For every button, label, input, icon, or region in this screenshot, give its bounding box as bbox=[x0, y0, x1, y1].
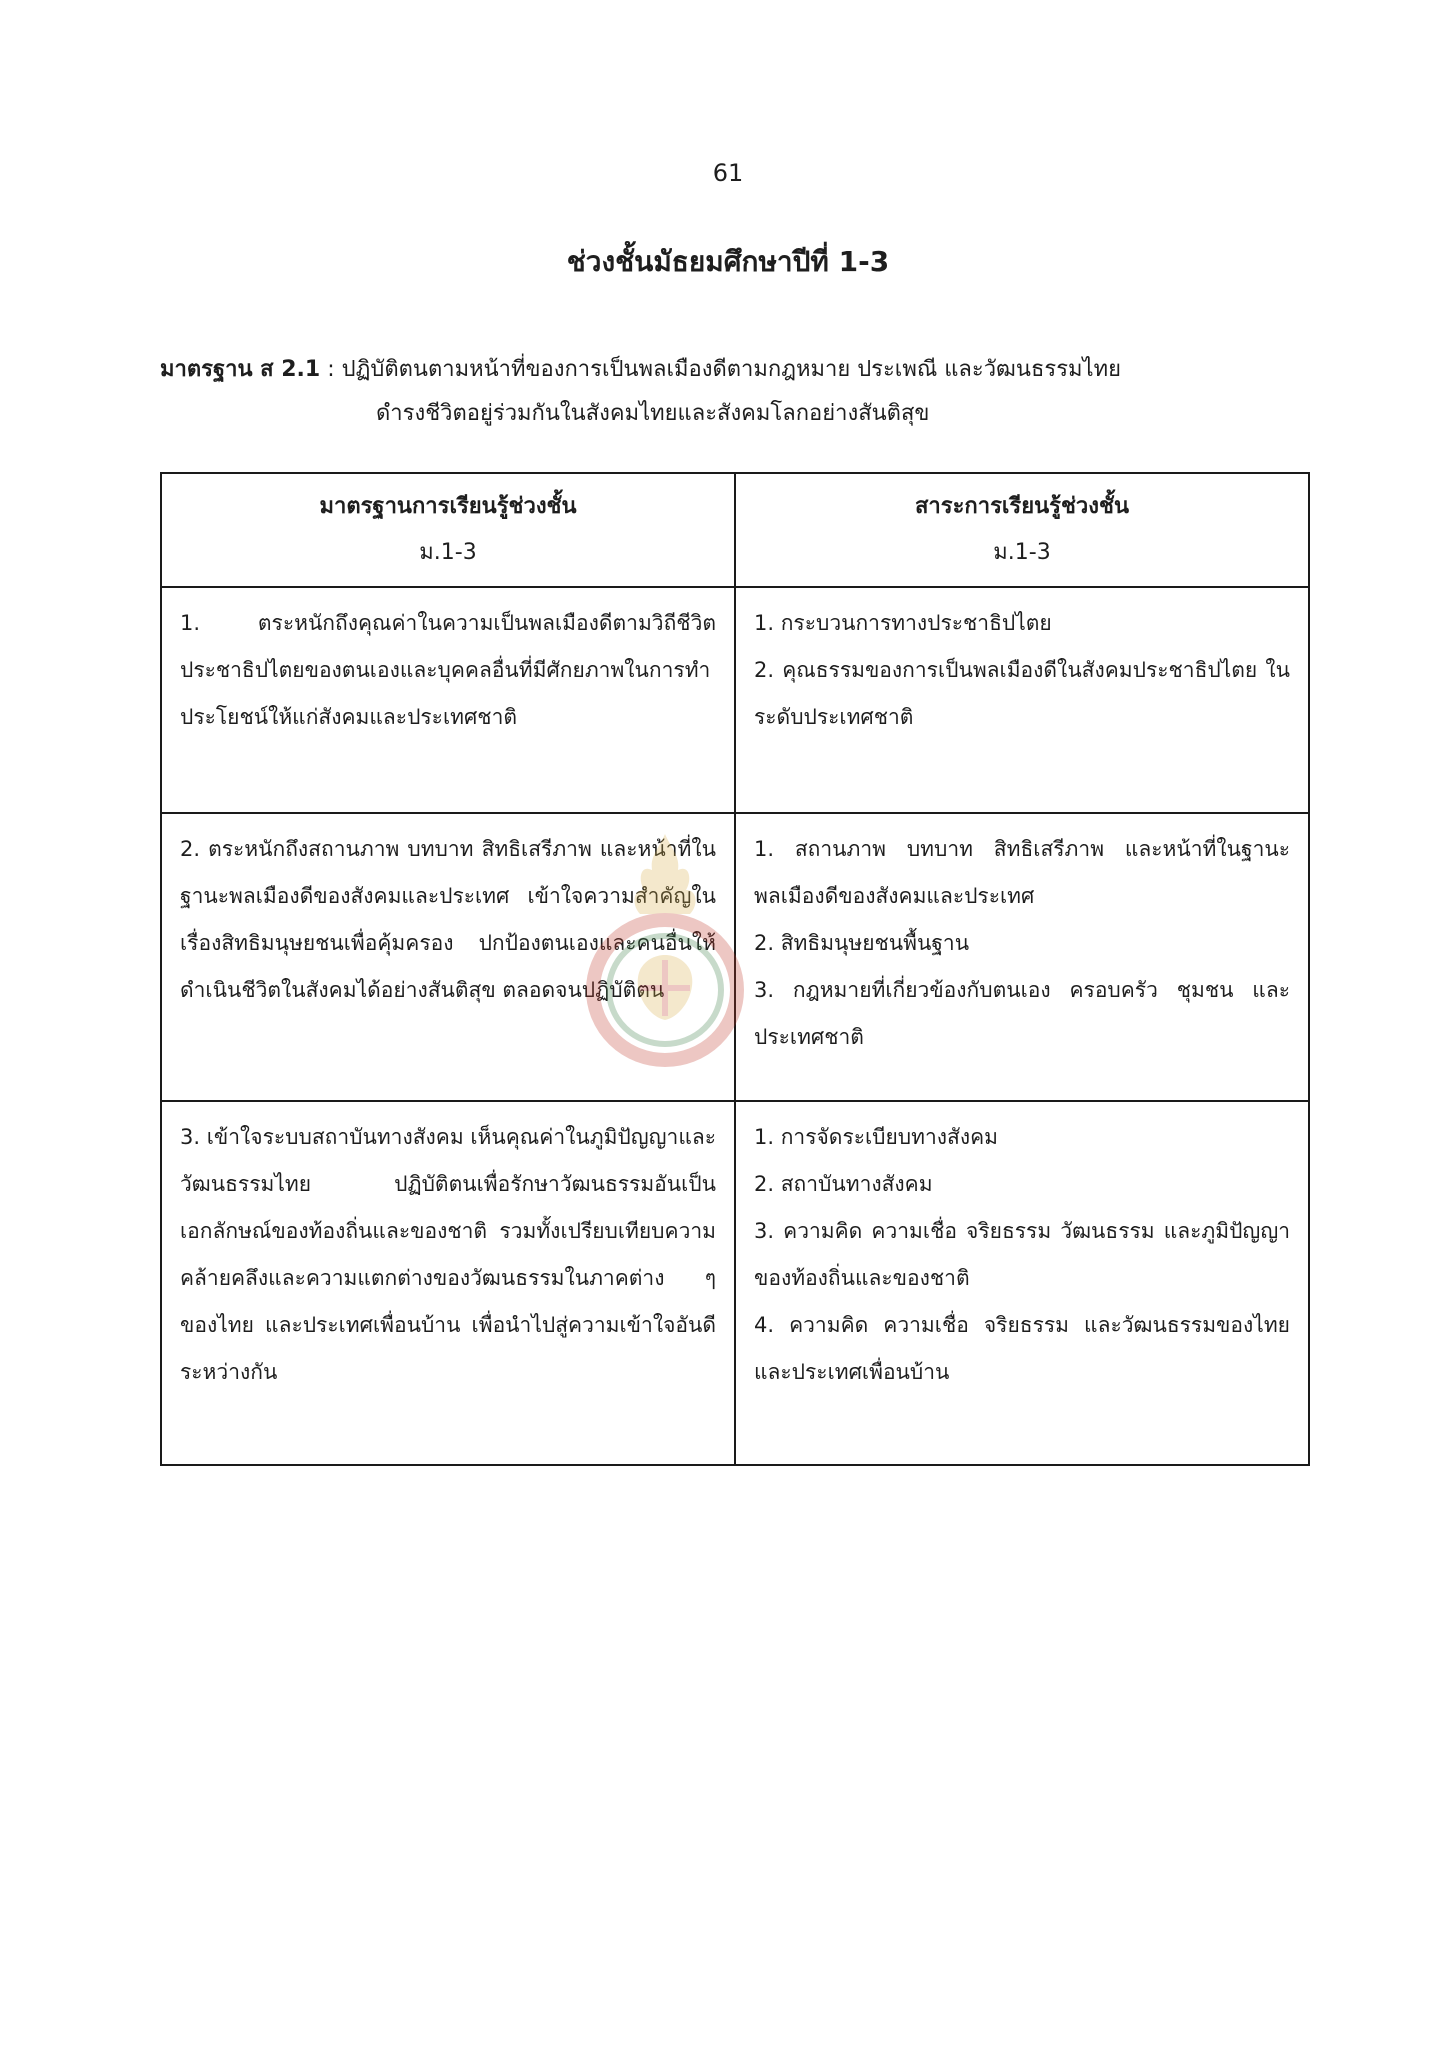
page-number: 61 bbox=[712, 159, 744, 187]
standards-table bbox=[160, 472, 1310, 1466]
standard-separator: : bbox=[320, 357, 342, 382]
content-cell bbox=[735, 813, 1309, 1101]
content-item: 3. กฎหมายที่เกี่ยวข้องกับตนเอง ครอบครัว ชุมชน และประเทศชาติ bbox=[754, 978, 1290, 1049]
standard-text-line1: ปฏิบัติตนตามหน้าที่ของการเป็นพลเมืองดีตามกฎหมาย ประเพณี และวัฒนธรรมไทย bbox=[341, 357, 1121, 382]
table-row bbox=[161, 587, 1309, 813]
page-title: ช่วงชั้นมัธยมศึกษาปีที่ 1-3 bbox=[566, 245, 890, 278]
standard-cell: 1. ตระหนักถึงคุณค่าในความเป็นพลเมืองดีตามวิถีชีวิตประชาธิปไตยของตนเองและบุคคลอื่นที่มีศักยภาพในการทำประโยชน์ให้แก่สังคมและประเทศชาติ bbox=[161, 587, 735, 813]
content-item: 1. การจัดระเบียบทางสังคม bbox=[754, 1125, 998, 1149]
header-learning-standard bbox=[161, 473, 735, 587]
header-learning-content bbox=[735, 473, 1309, 587]
content-item: 1. กระบวนการทางประชาธิปไตย bbox=[754, 611, 1052, 635]
header-learning-standard-line1: มาตรฐานการเรียนรู้ช่วงชั้น bbox=[319, 494, 577, 519]
content-item: 2. สถาบันทางสังคม bbox=[754, 1172, 933, 1196]
content-item: 4. ความคิด ความเชื่อ จริยธรรม และวัฒนธรรมของไทยและประเทศเพื่อนบ้าน bbox=[754, 1313, 1290, 1384]
content-item: 1. สถานภาพ บทบาท สิทธิเสรีภาพ และหน้าที่ในฐานะพลเมืองดีของสังคมและประเทศ bbox=[754, 837, 1290, 908]
content-item: 2. คุณธรรมของการเป็นพลเมืองดีในสังคมประชาธิปไตย ในระดับประเทศชาติ bbox=[754, 658, 1290, 729]
table-row bbox=[161, 1101, 1309, 1465]
standard-statement bbox=[160, 348, 1310, 436]
content-item: 2. สิทธิมนุษยชนพื้นฐาน bbox=[754, 931, 970, 955]
standard-line-1 bbox=[160, 348, 1310, 392]
standard-cell: 3. เข้าใจระบบสถาบันทางสังคม เห็นคุณค่าในภูมิปัญญาและวัฒนธรรมไทย ปฏิบัติตนเพื่อรักษาวัฒนธรรมอันเป็นเอกลักษณ์ของท้องถิ่นและของชาติ รวมทั้งเปรียบเทียบความคล้ายคลึงและความแตกต่างของวัฒนธรรมในภาคต่าง ๆ ของไทย และประเทศเพื่อนบ้าน เพื่อนำไปสู่ความเข้าใจอันดีระหว่างกัน bbox=[161, 1101, 735, 1465]
standard-cell: 2. ตระหนักถึงสถานภาพ บทบาท สิทธิเสรีภาพ และหน้าที่ในฐานะพลเมืองดีของสังคมและประเทศ เข้าใจความสำคัญในเรื่องสิทธิมนุษยชนเพื่อคุ้มครอง ปกป้องตนเองและคนอื่นให้ดำเนินชีวิตในสังคมได้อย่างสันติสุข ตลอดจนปฏิบัติตน bbox=[161, 813, 735, 1101]
content-cell bbox=[735, 587, 1309, 813]
table-row bbox=[161, 813, 1309, 1101]
header-learning-content-line2: ม.1-3 bbox=[993, 540, 1051, 565]
content-cell bbox=[735, 1101, 1309, 1465]
standard-line-2: ดำรงชีวิตอยู่ร่วมกันในสังคมไทยและสังคมโลกอย่างสันติสุข bbox=[376, 401, 930, 426]
standard-code: มาตรฐาน ส 2.1 bbox=[160, 357, 321, 382]
header-learning-content-line1: สาระการเรียนรู้ช่วงชั้น bbox=[915, 494, 1129, 519]
content-item: 3. ความคิด ความเชื่อ จริยธรรม วัฒนธรรม และภูมิปัญญาของท้องถิ่นและของชาติ bbox=[754, 1219, 1290, 1290]
table-header-row bbox=[161, 473, 1309, 587]
header-learning-standard-line2: ม.1-3 bbox=[419, 540, 477, 565]
